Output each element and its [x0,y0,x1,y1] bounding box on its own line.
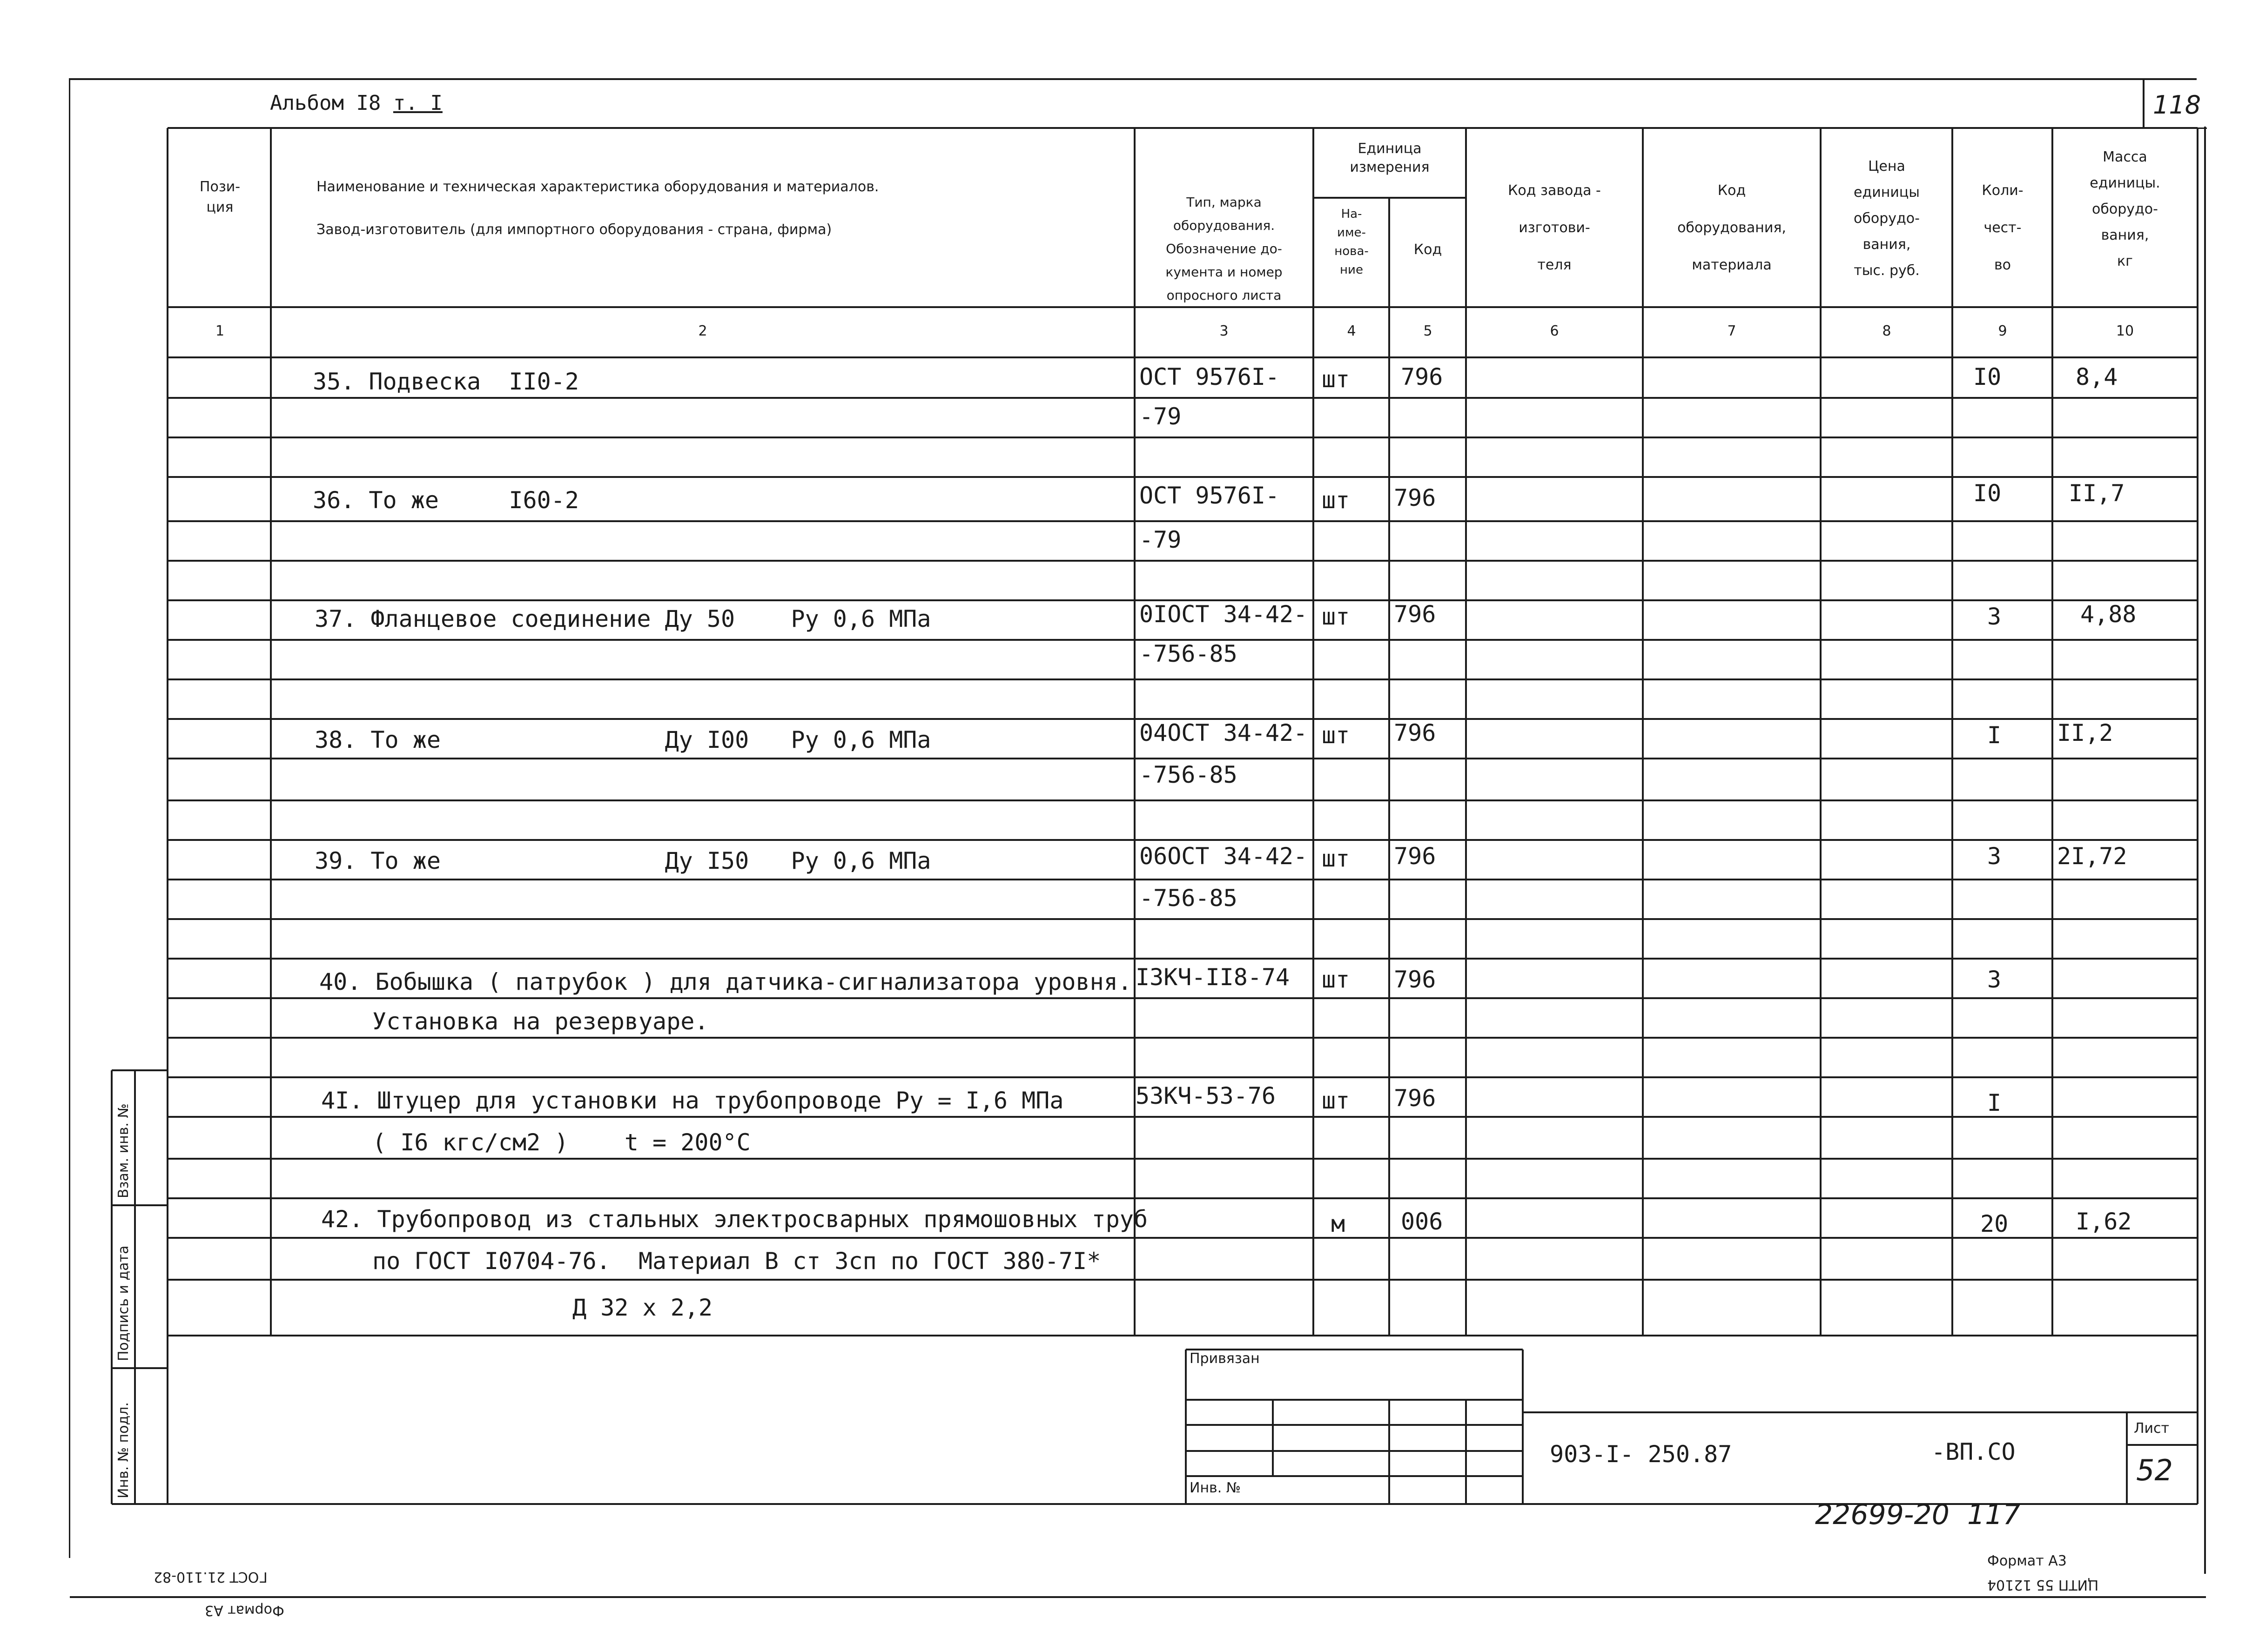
row-qty: I [1987,1089,2002,1116]
row-qty: I0 [1973,480,2002,507]
col-num-8: 8 [1882,323,1891,339]
row-name: 42. Трубопровод из стальных электросварных прямошовных труб [321,1206,1148,1233]
row-type: 53КЧ-53-76 [1136,1082,1276,1109]
row-mass: I,62 [2076,1208,2132,1235]
order-number: 22699-20 117 [1815,1498,2021,1531]
side-label-inv-podl: Инв. № подл. [115,1402,132,1498]
row-mass: 4,88 [2080,601,2137,628]
page-number: 118 [2153,90,2201,120]
row-qty: I [1987,722,2002,749]
col-num-3: 3 [1219,323,1229,339]
side-label-vzam: Взам. инв. № [115,1103,132,1198]
row-type-cont: -79 [1139,526,1182,553]
row-name-cont: Установка на резервуаре. [372,1008,709,1035]
row-name: 4I. Штуцер для установки на трубопроводе Ру = I,6 МПа [321,1087,1064,1114]
row-type-cont: -756-85 [1139,761,1237,788]
col-num-6: 6 [1550,323,1559,339]
col-num-7: 7 [1727,323,1736,339]
stamp-inv-no: Инв. № [1190,1480,1241,1496]
row-code: 796 [1394,1085,1436,1112]
stamp-sheet-label: Лист [2134,1420,2170,1437]
header-unit-code: Код [1413,242,1442,258]
header-name-line1: Наименование и техническая характеристика оборудования и материалов. [316,179,879,195]
row-type: I3КЧ-II8-74 [1136,964,1290,991]
row-type: 04ОСТ 34-42- [1139,719,1308,746]
row-name: 40. Бобышка ( патрубок ) для датчика-сигнализатора уровня. [319,968,1132,995]
row-type: ОСТ 9576I- [1139,482,1280,509]
row-name-cont2: Д 32 х 2,2 [572,1294,713,1321]
header-unit-name: На- име- нова- ние [1334,207,1369,277]
tsitp-label: ЦИТП 55 12104 [1987,1577,2099,1593]
row-unit: м [1331,1210,1345,1237]
col-num-9: 9 [1998,323,2007,339]
row-qty: 3 [1987,843,2002,870]
stamp-doc-code: 903-I- 250.87 [1550,1441,1732,1468]
row-unit: шт [1322,966,1350,993]
col-num-2: 2 [698,323,707,339]
side-label-podpis: Подпись и дата [115,1245,132,1361]
row-code: 796 [1394,601,1436,628]
stamp-doc-suffix: -ВП.СО [1931,1438,2016,1465]
row-unit: шт [1322,1087,1350,1114]
header-mass: Масса единицы. оборудо- вания, кг [2090,149,2160,269]
row-name-cont: по ГОСТ I0704-76. Материал В ст 3сп по ГОСТ 380-7I* [372,1248,1101,1275]
row-mass: 2I,72 [2057,843,2127,870]
row-qty: 3 [1987,603,2002,630]
row-code: 796 [1394,719,1436,746]
row-code: 796 [1394,966,1436,993]
row-code: 796 [1401,363,1443,390]
header-factory-code: Код завода - изготови- теля [1508,182,1601,273]
row-name: 35. Подвеска II0-2 [313,368,579,395]
header-unit: Единица измерения [1350,141,1430,175]
row-code: 006 [1401,1208,1443,1235]
row-mass: 8,4 [2076,363,2118,390]
row-name: 38. То же Ду I00 Ру 0,6 МПа [315,726,931,753]
row-mass: II,2 [2057,719,2113,746]
row-mass: II,7 [2069,480,2125,507]
header-price: Цена единицы оборудо- вания, тыс. руб. [1854,158,1920,279]
row-type-cont: -756-85 [1139,885,1237,912]
row-unit: шт [1322,722,1350,749]
col-num-4: 4 [1347,323,1356,339]
row-code: 796 [1394,843,1436,870]
row-qty: 3 [1987,966,2002,993]
row-qty: 20 [1980,1210,2009,1237]
header-position: Пози- ция [199,179,241,215]
stamp-sheet-no: 52 [2136,1453,2173,1487]
row-qty: I0 [1973,363,2002,390]
row-type-cont: -756-85 [1139,640,1237,667]
row-unit: шт [1322,487,1350,514]
col-num-1: 1 [215,323,225,339]
row-name: 36. То же I60-2 [313,487,579,514]
row-unit: шт [1322,603,1350,630]
row-unit: шт [1322,366,1350,393]
row-name-cont: ( I6 кгс/см2 ) t = 200°С [372,1129,751,1156]
row-type-cont: -79 [1139,403,1182,430]
col-num-5: 5 [1423,323,1432,339]
header-type: Тип, марка оборудования. Обозначение до- кумента и номер опросного листа [1165,195,1283,303]
header-qty: Коли- чест- во [1982,182,2024,273]
row-type: 0IОСТ 34-42- [1139,601,1308,628]
header-equip-code: Код оборудования, материала [1677,182,1786,273]
row-type: ОСТ 9576I- [1139,363,1280,390]
gost-mirror-label: ГОСТ 21.110-82 [154,1569,268,1585]
header-name-line2: Завод-изготовитель (для импортного оборудования - страна, фирма) [316,222,832,238]
row-code: 796 [1394,484,1436,511]
stamp-privyazan: Привязан [1190,1350,1260,1367]
row-name: 39. То же Ду I50 Ру 0,6 МПа [315,847,931,874]
album-label: Альбом I8 т. I [270,91,443,115]
col-num-10: 10 [2116,323,2134,339]
row-name: 37. Фланцевое соединение Ду 50 Ру 0,6 МПа [315,605,931,632]
format-mirror-label: Формат А3 [205,1602,284,1618]
format-label: Формат А3 [1987,1553,2067,1569]
row-type: 06ОСТ 34-42- [1139,843,1308,870]
row-unit: шт [1322,845,1350,872]
